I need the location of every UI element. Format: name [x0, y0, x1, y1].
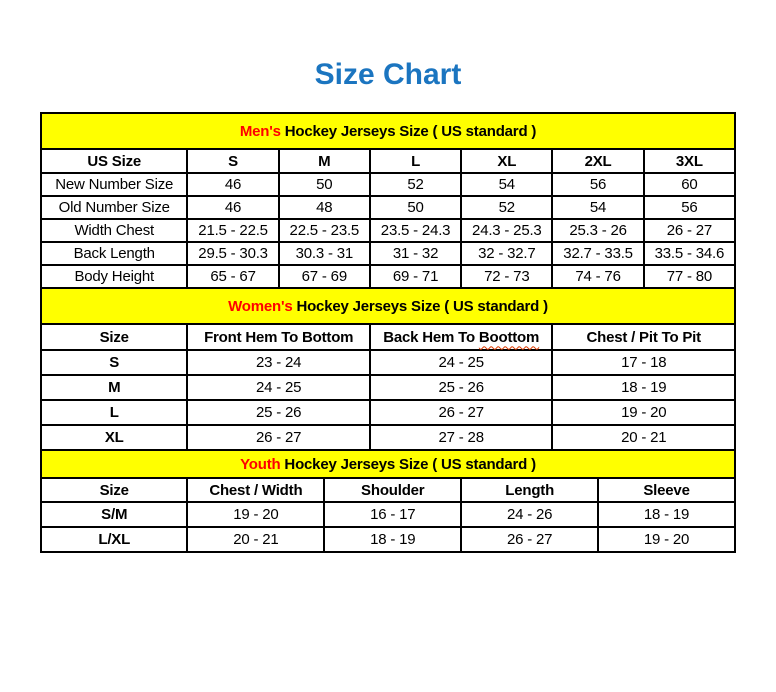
data-cell: 33.5 - 34.6 — [644, 242, 735, 265]
youth-section-highlight: Youth — [240, 455, 281, 473]
data-cell: 17 - 18 — [552, 350, 735, 375]
mens-size-table — [40, 112, 736, 289]
row-label: L/XL — [41, 527, 187, 552]
table-row — [41, 196, 735, 219]
data-cell: 19 - 20 — [187, 502, 324, 527]
mens-col-m: M — [279, 149, 370, 173]
data-cell: 52 — [461, 196, 552, 219]
youth-col-chest-width: Chest / Width — [187, 478, 324, 502]
back-hem-misspelled-word: Boottom — [478, 328, 540, 346]
data-cell: 77 - 80 — [644, 265, 735, 288]
table-row — [41, 502, 735, 527]
youth-col-length: Length — [461, 478, 598, 502]
data-cell: 31 - 32 — [370, 242, 461, 265]
womens-size-table — [40, 287, 736, 451]
mens-column-header-row — [41, 149, 735, 173]
data-cell: 60 — [644, 173, 735, 196]
data-cell: 46 — [187, 173, 278, 196]
table-row — [41, 219, 735, 242]
data-cell: 65 - 67 — [187, 265, 278, 288]
data-cell: 56 — [552, 173, 643, 196]
data-cell: 74 - 76 — [552, 265, 643, 288]
mens-col-3xl: 3XL — [644, 149, 735, 173]
data-cell: 18 - 19 — [552, 375, 735, 400]
page-title: Size Chart — [314, 58, 462, 91]
data-cell: 23 - 24 — [187, 350, 370, 375]
data-cell: 23.5 - 24.3 — [370, 219, 461, 242]
table-row — [41, 173, 735, 196]
row-label: Body Height — [41, 265, 187, 288]
youth-column-header-row — [41, 478, 735, 502]
data-cell: 25 - 26 — [187, 400, 370, 425]
table-row — [41, 265, 735, 288]
data-cell: 26 - 27 — [644, 219, 735, 242]
mens-col-l: L — [370, 149, 461, 173]
youth-section-header — [41, 450, 735, 478]
womens-section-highlight: Women's — [228, 297, 293, 315]
data-cell: 54 — [461, 173, 552, 196]
mens-section-highlight: Men's — [239, 122, 281, 140]
size-chart-tables — [40, 112, 736, 553]
mens-section-title-rest: Hockey Jerseys Size ( US standard ) — [280, 122, 537, 140]
data-cell: 50 — [370, 196, 461, 219]
mens-col-us-size: US Size — [41, 149, 187, 173]
row-label: S — [41, 350, 187, 375]
data-cell: 25.3 - 26 — [552, 219, 643, 242]
womens-section-title-rest: Hockey Jerseys Size ( US standard ) — [292, 297, 548, 315]
data-cell: 24 - 26 — [461, 502, 598, 527]
data-cell: 72 - 73 — [461, 265, 552, 288]
data-cell: 24 - 25 — [370, 350, 553, 375]
row-label: XL — [41, 425, 187, 450]
data-cell: 20 - 21 — [552, 425, 735, 450]
row-label: L — [41, 400, 187, 425]
mens-section-header — [41, 113, 735, 149]
womens-col-chest: Chest / Pit To Pit — [552, 324, 735, 350]
data-cell: 30.3 - 31 — [279, 242, 370, 265]
mens-col-xl: XL — [461, 149, 552, 173]
row-label: S/M — [41, 502, 187, 527]
data-cell: 54 — [552, 196, 643, 219]
data-cell: 24.3 - 25.3 — [461, 219, 552, 242]
data-cell: 22.5 - 23.5 — [279, 219, 370, 242]
row-label: M — [41, 375, 187, 400]
row-label: Width Chest — [41, 219, 187, 242]
data-cell: 18 - 19 — [598, 502, 735, 527]
womens-col-front-hem: Front Hem To Bottom — [187, 324, 370, 350]
data-cell: 18 - 19 — [324, 527, 461, 552]
table-row — [41, 375, 735, 400]
data-cell: 21.5 - 22.5 — [187, 219, 278, 242]
data-cell: 52 — [370, 173, 461, 196]
table-row — [41, 242, 735, 265]
womens-col-size: Size — [41, 324, 187, 350]
data-cell: 16 - 17 — [324, 502, 461, 527]
back-hem-label-prefix: Back Hem To — [383, 328, 479, 346]
table-row — [41, 400, 735, 425]
data-cell: 19 - 20 — [552, 400, 735, 425]
youth-col-size: Size — [41, 478, 187, 502]
data-cell: 46 — [187, 196, 278, 219]
row-label: Old Number Size — [41, 196, 187, 219]
youth-section-title-rest: Hockey Jerseys Size ( US standard ) — [280, 455, 536, 473]
womens-column-header-row — [41, 324, 735, 350]
mens-col-s: S — [187, 149, 278, 173]
womens-section-header — [41, 288, 735, 324]
youth-col-shoulder: Shoulder — [324, 478, 461, 502]
data-cell: 25 - 26 — [370, 375, 553, 400]
data-cell: 67 - 69 — [279, 265, 370, 288]
data-cell: 48 — [279, 196, 370, 219]
data-cell: 69 - 71 — [370, 265, 461, 288]
youth-col-sleeve: Sleeve — [598, 478, 735, 502]
data-cell: 24 - 25 — [187, 375, 370, 400]
data-cell: 32 - 32.7 — [461, 242, 552, 265]
data-cell: 26 - 27 — [370, 400, 553, 425]
data-cell: 20 - 21 — [187, 527, 324, 552]
youth-section-header-row — [41, 450, 735, 478]
youth-size-table — [40, 449, 736, 553]
table-row — [41, 425, 735, 450]
table-row — [41, 350, 735, 375]
data-cell: 26 - 27 — [187, 425, 370, 450]
mens-section-header-row — [41, 113, 735, 149]
data-cell: 27 - 28 — [370, 425, 553, 450]
data-cell: 32.7 - 33.5 — [552, 242, 643, 265]
data-cell: 19 - 20 — [598, 527, 735, 552]
mens-col-2xl: 2XL — [552, 149, 643, 173]
womens-col-back-hem — [370, 324, 553, 350]
data-cell: 26 - 27 — [461, 527, 598, 552]
womens-section-header-row — [41, 288, 735, 324]
data-cell: 56 — [644, 196, 735, 219]
table-row — [41, 527, 735, 552]
row-label: New Number Size — [41, 173, 187, 196]
data-cell: 29.5 - 30.3 — [187, 242, 278, 265]
row-label: Back Length — [41, 242, 187, 265]
data-cell: 50 — [279, 173, 370, 196]
